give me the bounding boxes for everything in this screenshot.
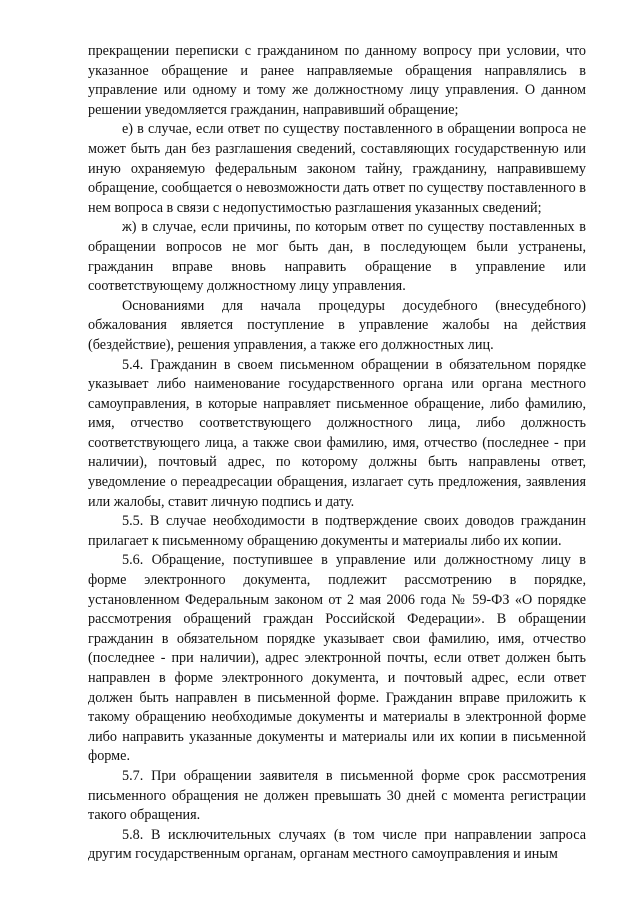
paragraph-continuation: прекращении переписки с гражданином по данному вопросу при условии, что указанное обращение и ранее направляемые обращения направлялись в управление или одному и тому же должностному лицу управления. О данном решении уведомляется гражданин, направивший обращение; <box>88 43 586 118</box>
paragraph-item-zh: ж) в случае, если причины, по которым ответ по существу поставленных в обращении вопросов не мог быть дан, в последующем были устранены, гражданин вправе вновь направить обращение в управление или соответствующему должностному лицу управления. <box>88 219 586 295</box>
paragraph-5-6: 5.6. Обращение, поступившее в управление или должностному лицу в форме электронного документа, подлежит рассмотрению в порядке, установленном Федеральным законом от 2 мая 2006 года № 59-ФЗ «О порядке рассмотрения обращений граждан Российской Федерации». В обращении гражданин в обязательном порядке указывает свои фамилию, имя, отчество (последнее - при наличии), адрес электронной почты, если ответ должен быть направлен в форме электронного документа, и почтовый адрес, если ответ должен быть направлен в письменной форме. Гражданин вправе приложить к такому обращению необходимые документы и материалы в электронной форме либо направить указанные документы и материалы или их копии в письменной форме. <box>88 552 586 765</box>
paragraph-5-8: 5.8. В исключительных случаях (в том числе при направлении запроса другим государственным органам, органам местного самоуправления и иным <box>88 826 586 863</box>
paragraph-5-4: 5.4. Гражданин в своем письменном обращении в обязательном порядке указывает либо наименование государственного органа или органа местного самоуправления, в которые направляет письменное обращение, либо фамилию, имя, отчество соответствующего должностного лица, либо должность соответствующего лица, а также свои фамилию, имя, отчество (последнее - при наличии), почтовый адрес, по которому должны быть направлены ответ, уведомление о переадресации обращения, излагает суть предложения, заявления или жалобы, ставит личную подпись и дату. <box>88 356 586 510</box>
paragraph-5-5: 5.5. В случае необходимости в подтверждение своих доводов гражданин прилагает к письменному обращению документы и материалы либо их копии. <box>88 513 586 549</box>
document-body <box>88 42 586 865</box>
paragraph-item-e: е) в случае, если ответ по существу поставленного в обращении вопроса не может быть дан без разглашения сведений, составляющих государственную или иную охраняемую федеральным законом тайну, гражданину, направившему обращение, сообщается о невозможности дать ответ по существу поставленного в нем вопроса в связи с недопустимостью разглашения указанных сведений; <box>88 121 586 216</box>
paragraph-appeal-grounds: Основаниями для начала процедуры досудебного (внесудебного) обжалования является поступление в управление жалобы на действия (бездействие), решения управления, а также его должностных лиц. <box>88 297 586 353</box>
paragraph-5-7: 5.7. При обращении заявителя в письменной форме срок рассмотрения письменного обращения не должен превышать 30 дней с момента регистрации такого обращения. <box>88 767 586 824</box>
